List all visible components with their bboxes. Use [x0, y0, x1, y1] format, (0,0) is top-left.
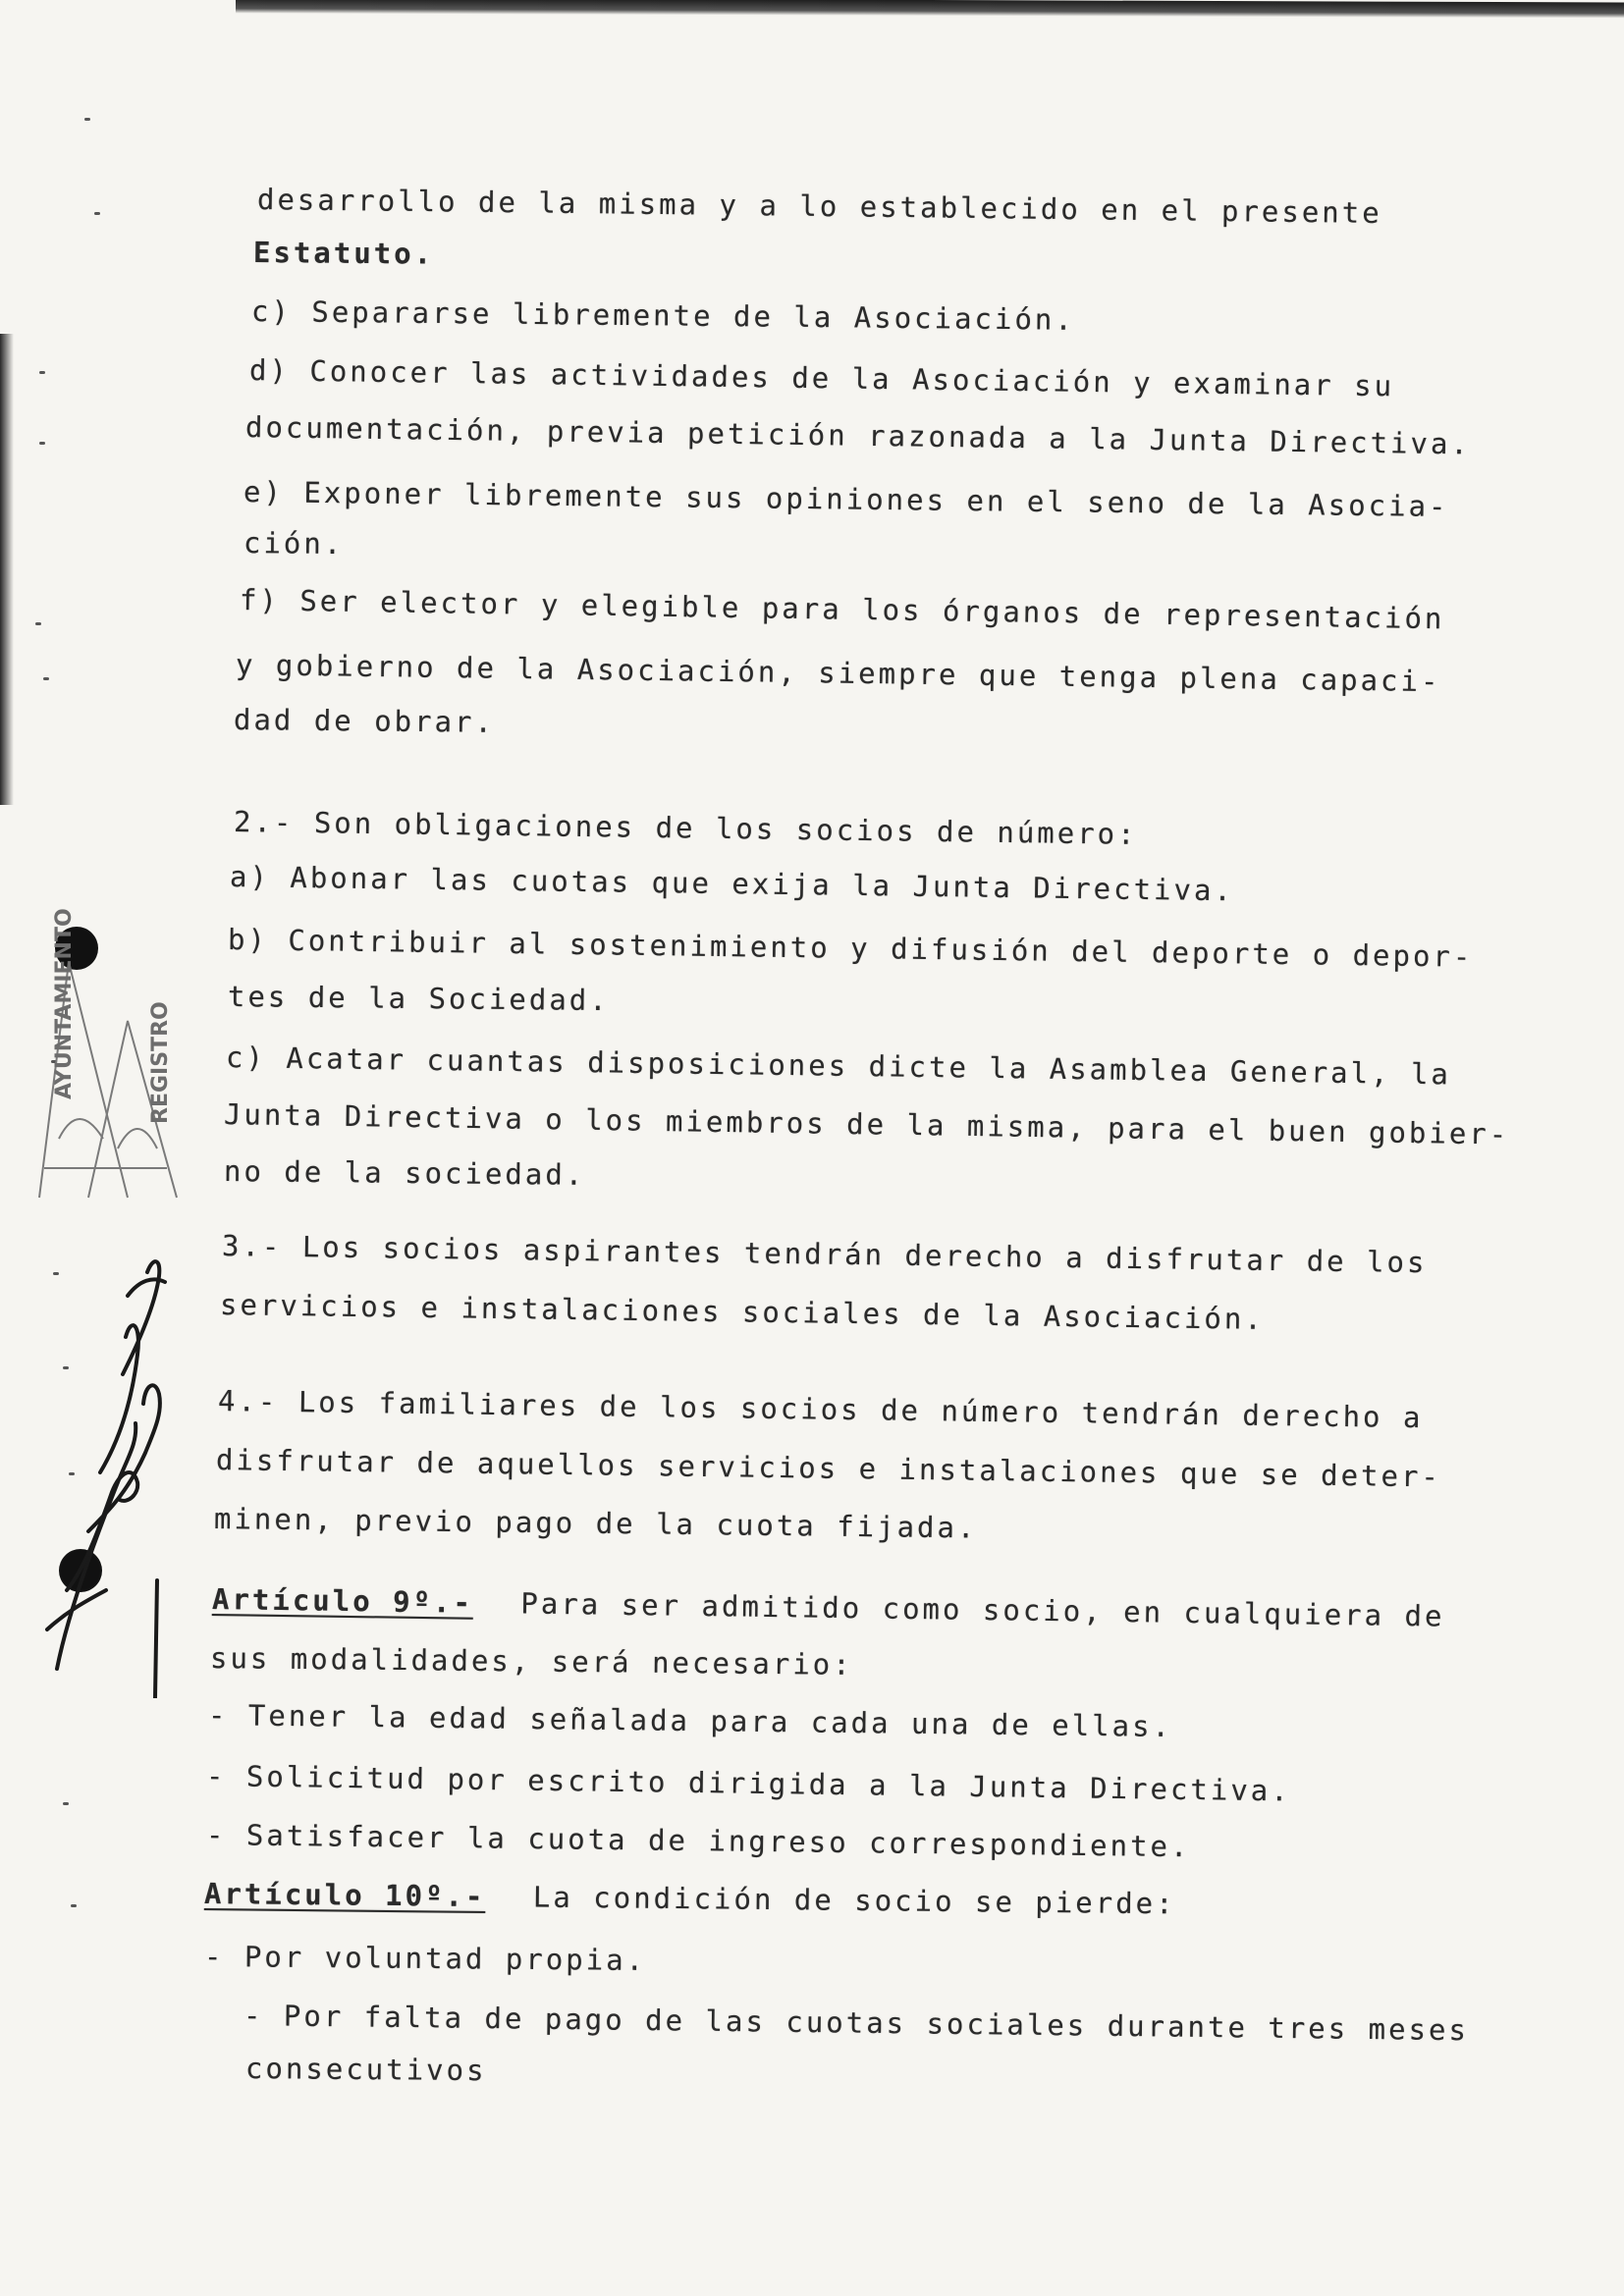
text-line: - Tener la edad señalada para cada una de ellas. [207, 1698, 1173, 1743]
text-line: - Por falta de pago de las cuotas sociales durante tres meses [243, 1999, 1470, 2048]
text-line: consecutivos [244, 2052, 487, 2088]
text-line: d) Conocer las actividades de la Asociación y examinar su [248, 353, 1395, 403]
article-9-label: Artículo 9º.- [211, 1582, 474, 1620]
text-line: dad de obrar. [233, 703, 496, 739]
svg-text:REGISTRO: REGISTRO [148, 1001, 173, 1124]
svg-text:AYUNTAMIENTO: AYUNTAMIENTO [52, 908, 77, 1099]
text-line: no de la sociedad. [223, 1154, 586, 1192]
text-line: f) Ser elector y elegible para los órganos de representación [239, 583, 1445, 636]
text-line: documentación, previa petición razonada a la Junta Directiva. [244, 410, 1472, 461]
text-line: Estatuto. [252, 236, 435, 271]
text-line: 2.- Son obligaciones de los socios de número: [233, 805, 1138, 851]
article-9-line [212, 1582, 1445, 1633]
text-line: c) Acatar cuantas disposiciones dicte la Asamblea General, la [225, 1041, 1452, 1092]
text-line: servicios e instalaciones sociales de la Asociación. [219, 1288, 1266, 1336]
text-line: 4.- Los familiares de los socios de número tendrán derecho a [217, 1384, 1424, 1435]
text-line: - Por voluntad propia. [203, 1940, 647, 1977]
article-10-line [204, 1877, 1176, 1920]
text-line: sus modalidades, será necesario: [209, 1641, 853, 1682]
text-line: c) Separarse libremente de la Asociación. [250, 294, 1075, 337]
text-line: a) Abonar las cuotas que exija la Junta Directiva. [229, 860, 1235, 908]
text-line: minen, previo pago de la cuota fijada. [213, 1502, 978, 1545]
text-line: b) Contribuir al sostenimiento y difusión del deporte o depor- [227, 923, 1474, 974]
text-line: La condición de socio se pierde: [532, 1880, 1176, 1921]
text-line: desarrollo de la misma y a lo establecido en el presente [256, 183, 1382, 230]
text-line: Para ser admitido como socio, en cualquiera de [520, 1586, 1445, 1633]
text-line: tes de la Sociedad. [227, 980, 610, 1018]
text-line: e) Exponer libremente sus opiniones en el seno de la Asocia- [243, 475, 1449, 523]
text-line: 3.- Los socios aspirantes tendrán derecho a disfrutar de los [221, 1229, 1428, 1280]
text-line: - Solicitud por escrito dirigida a la Junta Directiva. [205, 1759, 1291, 1808]
text-line: ción. [243, 526, 345, 561]
article-10-label: Artículo 10º.- [203, 1877, 486, 1913]
text-line: - Satisfacer la cuota de ingreso correspondiente. [205, 1818, 1191, 1864]
text-line: disfrutar de aquellos servicios e instalaciones que se deter- [215, 1443, 1442, 1494]
text-line: y gobierno de la Asociación, siempre que tenga plena capaci- [235, 648, 1441, 699]
text-line: Junta Directiva o los miembros de la misma, para el buen gobier- [223, 1097, 1510, 1151]
